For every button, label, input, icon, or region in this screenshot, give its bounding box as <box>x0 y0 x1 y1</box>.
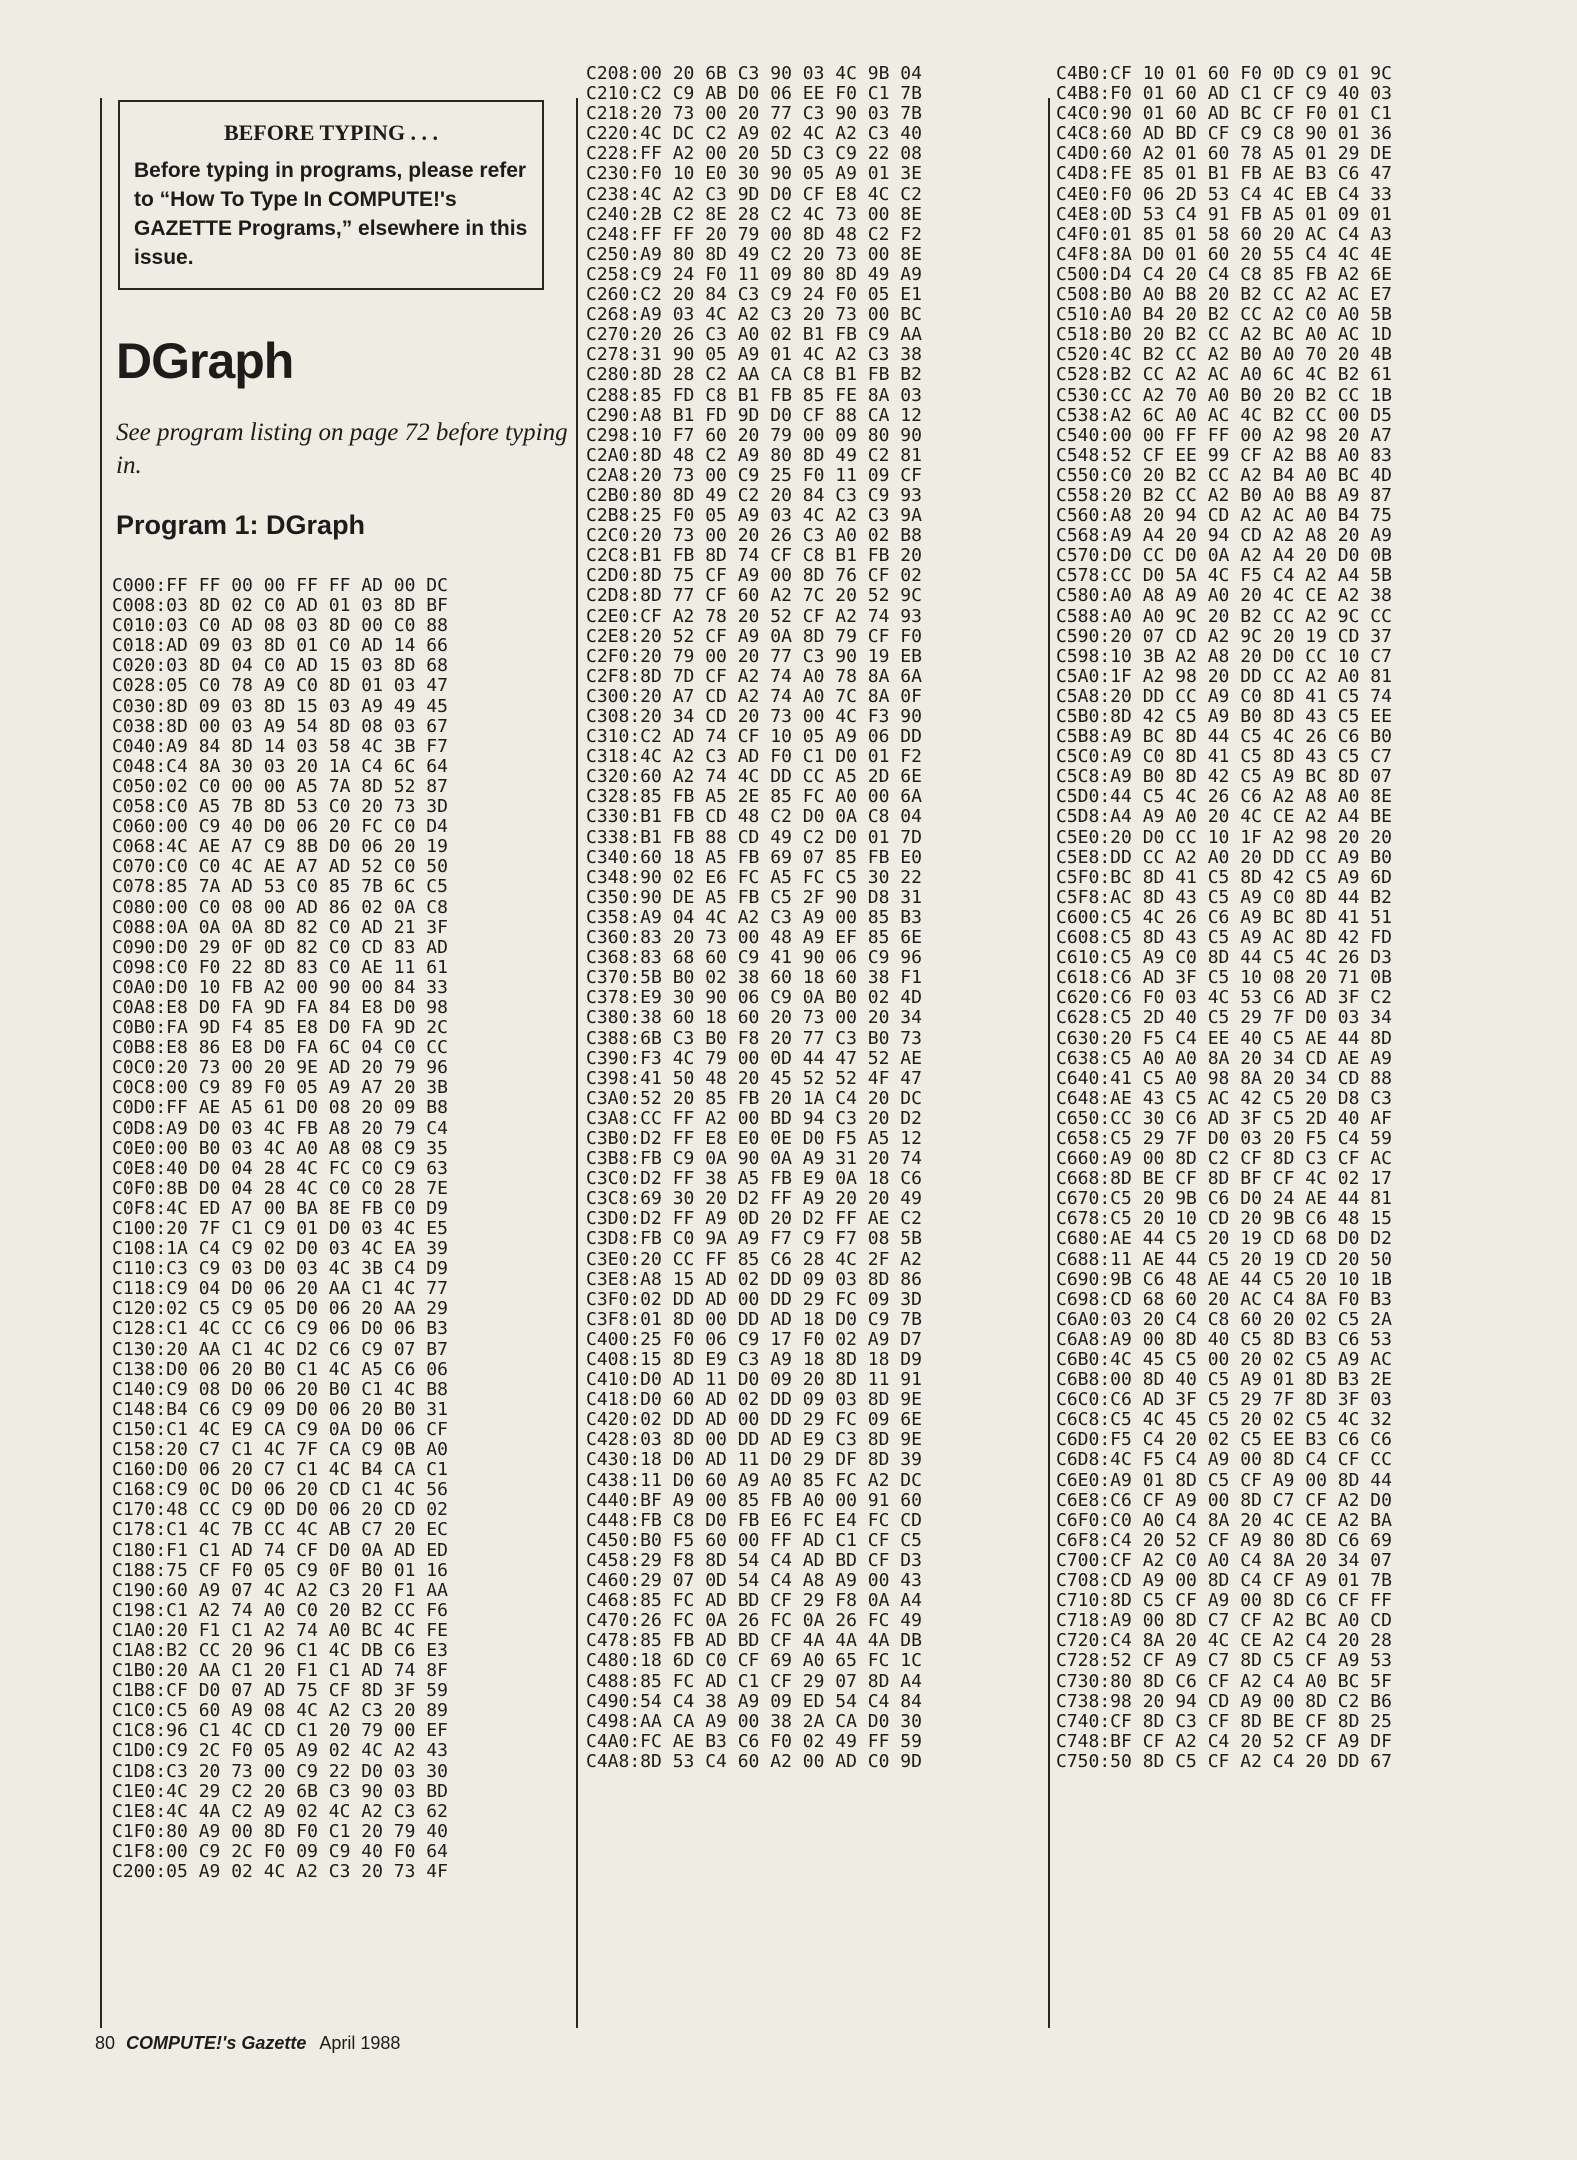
listing-line: C388:6B C3 B0 F8 20 77 C3 B0 73 <box>586 1027 922 1049</box>
listing-line: C180:F1 C1 AD 74 CF D0 0A AD ED <box>112 1539 448 1561</box>
page-number: 80 <box>95 2033 116 2053</box>
listing-line: C6C8:C5 4C 45 C5 20 02 C5 4C 32 <box>1056 1409 1392 1431</box>
listing-line: C318:4C A2 C3 AD F0 C1 D0 01 F2 <box>586 746 922 768</box>
listing-line: C2D8:8D 77 CF 60 A2 7C 20 52 9C <box>586 585 922 607</box>
listing-line: C750:50 8D C5 CF A2 C4 20 DD 67 <box>1056 1750 1392 1772</box>
listing-line: C490:54 C4 38 A9 09 ED 54 C4 84 <box>586 1690 922 1712</box>
column-rule-middle <box>576 98 578 2028</box>
listing-line: C018:AD 09 03 8D 01 C0 AD 14 66 <box>112 635 448 657</box>
listing-line: C508:B0 A0 B8 20 B2 CC A2 AC E7 <box>1056 284 1392 306</box>
listing-line: C2F0:20 79 00 20 77 C3 90 19 EB <box>586 645 922 667</box>
listing-line: C678:C5 20 10 CD 20 9B C6 48 15 <box>1056 1208 1392 1230</box>
program-title: Program 1: DGraph <box>116 510 366 540</box>
listing-line: C450:B0 F5 60 00 FF AD C1 CF C5 <box>586 1529 922 1551</box>
listing-line: C638:C5 A0 A0 8A 20 34 CD AE A9 <box>1056 1047 1392 1069</box>
listing-line: C428:03 8D 00 DD AD E9 C3 8D 9E <box>586 1429 922 1451</box>
listing-line: C028:05 C0 78 A9 C0 8D 01 03 47 <box>112 675 448 697</box>
listing-line: C308:20 34 CD 20 73 00 4C F3 90 <box>586 706 922 727</box>
listing-line: C460:29 07 0D 54 C4 A8 A9 00 43 <box>586 1570 922 1592</box>
listing-line: C4E8:0D 53 C4 91 FB A5 01 09 01 <box>1056 203 1392 225</box>
listing-line: C290:A8 B1 FD 9D D0 CF 88 CA 12 <box>586 404 922 426</box>
listing-line: C038:8D 00 03 A9 54 8D 08 03 67 <box>112 715 448 737</box>
listing-line: C600:C5 4C 26 C6 A9 BC 8D 41 51 <box>1056 906 1392 928</box>
article-subtitle: See program listing on page 72 before typing in. <box>116 419 568 479</box>
listing-line: C6E8:C6 CF A9 00 8D C7 CF A2 D0 <box>1056 1489 1392 1511</box>
listing-line: C408:15 8D E9 C3 A9 18 8D 18 D9 <box>586 1349 922 1370</box>
listing-line: C0D8:A9 D0 03 4C FB A8 20 79 C4 <box>112 1117 448 1139</box>
listing-line: C140:C9 08 D0 06 20 B0 C1 4C B8 <box>112 1378 448 1400</box>
listing-line: C0E0:00 B0 03 4C A0 A8 08 C9 35 <box>112 1137 448 1159</box>
listing-line: C4B8:F0 01 60 AD C1 CF C9 40 03 <box>1056 83 1392 105</box>
listing-line: C468:85 FC AD BD CF 29 F8 0A A4 <box>586 1590 922 1612</box>
listing-line: C418:D0 60 AD 02 DD 09 03 8D 9E <box>586 1389 922 1411</box>
listing-line: C580:A0 A8 A9 A0 20 4C CE A2 38 <box>1056 585 1392 607</box>
listing-line: C048:C4 8A 30 03 20 1A C4 6C 64 <box>112 755 448 777</box>
listing-line: C2E8:20 52 CF A9 0A 8D 79 CF F0 <box>586 625 922 647</box>
listing-line: C518:B0 20 B2 CC A2 BC A0 AC 1D <box>1056 324 1392 346</box>
listing-line: C538:A2 6C A0 AC 4C B2 CC 00 D5 <box>1056 404 1392 426</box>
listing-line: C660:A9 00 8D C2 CF 8D C3 CF AC <box>1056 1148 1392 1170</box>
magazine-name: COMPUTE!'s Gazette <box>126 2033 307 2053</box>
listing-line: C3E0:20 CC FF 85 C6 28 4C 2F A2 <box>586 1248 922 1270</box>
listing-line: C4F0:01 85 01 58 60 20 AC C4 A3 <box>1056 223 1392 245</box>
listing-line: C548:52 CF EE 99 CF A2 B8 A0 83 <box>1056 444 1392 466</box>
listing-line: C200:05 A9 02 4C A2 C3 20 73 4F <box>112 1861 448 1882</box>
listing-line: C4F8:8A D0 01 60 20 55 C4 4C 4E <box>1056 243 1392 265</box>
listing-line: C558:20 B2 CC A2 B0 A0 B8 A9 87 <box>1056 484 1392 506</box>
listing-line: C220:4C DC C2 A9 02 4C A2 C3 40 <box>586 123 922 145</box>
listing-line: C510:A0 B4 20 B2 CC A2 C0 A0 5B <box>1056 304 1392 326</box>
listing-line: C3C0:D2 FF 38 A5 FB E9 0A 18 C6 <box>586 1168 922 1190</box>
listing-line: C0E8:40 D0 04 28 4C FC C0 C9 63 <box>112 1157 448 1179</box>
listing-line: C1B0:20 AA C1 20 F1 C1 AD 74 8F <box>112 1660 448 1682</box>
listing-line: C368:83 68 60 C9 41 90 06 C9 96 <box>586 947 922 969</box>
listing-line: C680:AE 44 C5 20 19 CD 68 D0 D2 <box>1056 1228 1392 1250</box>
listing-column-left <box>112 576 448 1882</box>
listing-line: C2C0:20 73 00 20 26 C3 A0 02 B8 <box>586 525 922 547</box>
listing-line: C570:D0 CC D0 0A A2 A4 20 D0 0B <box>1056 545 1392 567</box>
listing-line: C138:D0 06 20 B0 C1 4C A5 C6 06 <box>112 1358 448 1380</box>
listing-line: C410:D0 AD 11 D0 09 20 8D 11 91 <box>586 1369 922 1391</box>
listing-line: C360:83 20 73 00 48 A9 EF 85 6E <box>586 927 922 949</box>
listing-line: C148:B4 C6 C9 09 D0 06 20 B0 31 <box>112 1398 448 1420</box>
listing-line: C4C0:90 01 60 AD BC CF F0 01 C1 <box>1056 103 1392 125</box>
listing-line: C340:60 18 A5 FB 69 07 85 FB E0 <box>586 846 922 868</box>
listing-line: C128:C1 4C CC C6 C9 06 D0 06 B3 <box>112 1318 448 1340</box>
listing-line: C358:A9 04 4C A2 C3 A9 00 85 B3 <box>586 906 922 928</box>
listing-line: C708:CD A9 00 8D C4 CF A9 01 7B <box>1056 1570 1392 1592</box>
listing-line: C6E0:A9 01 8D C5 CF A9 00 8D 44 <box>1056 1469 1392 1491</box>
listing-line: C3D0:D2 FF A9 0D 20 D2 FF AE C2 <box>586 1208 922 1230</box>
listing-line: C598:10 3B A2 A8 20 D0 CC 10 C7 <box>1056 645 1392 667</box>
listing-line: C338:B1 FB 88 CD 49 C2 D0 01 7D <box>586 826 922 848</box>
listing-line: C008:03 8D 02 C0 AD 01 03 8D BF <box>112 595 448 617</box>
listing-line: C578:CC D0 5A 4C F5 C4 A2 A4 5B <box>1056 565 1392 587</box>
listing-line: C1D8:C3 20 73 00 C9 22 D0 03 30 <box>112 1760 448 1782</box>
listing-line: C268:A9 03 4C A2 C3 20 73 00 BC <box>586 304 922 326</box>
listing-line: C4C8:60 AD BD CF C9 C8 90 01 36 <box>1056 123 1392 145</box>
listing-line: C448:FB C8 D0 FB E6 FC E4 FC CD <box>586 1509 922 1531</box>
listing-line: C630:20 F5 C4 EE 40 C5 AE 44 8D <box>1056 1027 1392 1049</box>
page-footer <box>95 2033 400 2054</box>
listing-line: C1A8:B2 CC 20 96 C1 4C DB C6 E3 <box>112 1639 448 1661</box>
listing-line: C5A0:1F A2 98 20 DD CC A2 A0 81 <box>1056 665 1392 687</box>
listing-line: C3E8:A8 15 AD 02 DD 09 03 8D 86 <box>586 1268 922 1290</box>
listing-line: C5A8:20 DD CC A9 C0 8D 41 C5 74 <box>1056 685 1392 707</box>
listing-line: C478:85 FB AD BD CF 4A 4A 4A DB <box>586 1630 922 1652</box>
listing-line: C608:C5 8D 43 C5 A9 AC 8D 42 FD <box>1056 927 1392 949</box>
listing-line: C398:41 50 48 20 45 52 52 4F 47 <box>586 1067 922 1089</box>
listing-line: C280:8D 28 C2 AA CA C8 B1 FB B2 <box>586 364 922 386</box>
listing-line: C438:11 D0 60 A9 A0 85 FC A2 DC <box>586 1469 922 1491</box>
listing-line: C620:C6 F0 03 4C 53 C6 AD 3F C2 <box>1056 987 1392 1009</box>
listing-line: C270:20 26 C3 A0 02 B1 FB C9 AA <box>586 324 922 346</box>
listing-line: C668:8D BE CF 8D BF CF 4C 02 17 <box>1056 1168 1392 1190</box>
listing-line: C108:1A C4 C9 02 D0 03 4C EA 39 <box>112 1238 448 1260</box>
issue-date: April 1988 <box>319 2033 401 2053</box>
listing-line: C3B8:FB C9 0A 90 0A A9 31 20 74 <box>586 1148 922 1170</box>
listing-line: C4A0:FC AE B3 C6 F0 02 49 FF 59 <box>586 1730 922 1752</box>
listing-line: C6D0:F5 C4 20 02 C5 EE B3 C6 C6 <box>1056 1429 1392 1451</box>
listing-line: C5B8:A9 BC 8D 44 C5 4C 26 C6 B0 <box>1056 726 1392 748</box>
listing-column-right <box>1056 64 1392 1772</box>
listing-line: C260:C2 20 84 C3 C9 24 F0 05 E1 <box>586 284 922 306</box>
listing-line: C728:52 CF A9 C7 8D C5 CF A9 53 <box>1056 1650 1392 1672</box>
listing-line: C5E8:DD CC A2 A0 20 DD CC A9 B0 <box>1056 846 1392 868</box>
listing-line: C218:20 73 00 20 77 C3 90 03 7B <box>586 103 922 125</box>
listing-line: C550:C0 20 B2 CC A2 B4 A0 BC 4D <box>1056 464 1392 486</box>
listing-line: C1C0:C5 60 A9 08 4C A2 C3 20 89 <box>112 1700 448 1722</box>
listing-line: C1A0:20 F1 C1 A2 74 A0 BC 4C FE <box>112 1619 448 1641</box>
listing-line: C050:02 C0 00 00 A5 7A 8D 52 87 <box>112 775 448 797</box>
listing-line: C400:25 F0 06 C9 17 F0 02 A9 D7 <box>586 1328 922 1350</box>
listing-line: C738:98 20 94 CD A9 00 8D C2 B6 <box>1056 1690 1392 1712</box>
listing-line: C258:C9 24 F0 11 09 80 8D 49 A9 <box>586 263 922 285</box>
listing-line: C688:11 AE 44 C5 20 19 CD 20 50 <box>1056 1248 1392 1270</box>
listing-line: C1F0:80 A9 00 8D F0 C1 20 79 40 <box>112 1820 448 1842</box>
listing-line: C3A8:CC FF A2 00 BD 94 C3 20 D2 <box>586 1107 922 1129</box>
listing-line: C500:D4 C4 20 C4 C8 85 FB A2 6E <box>1056 263 1392 285</box>
listing-line: C4D0:60 A2 01 60 78 A5 01 29 DE <box>1056 143 1392 165</box>
listing-line: C1C8:96 C1 4C CD C1 20 79 00 EF <box>112 1720 448 1742</box>
listing-line: C080:00 C0 08 00 AD 86 02 0A C8 <box>112 896 448 918</box>
listing-line: C610:C5 A9 C0 8D 44 C5 4C 26 D3 <box>1056 947 1392 969</box>
listing-line: C380:38 60 18 60 20 73 00 20 34 <box>586 1007 922 1029</box>
listing-line: C458:29 F8 8D 54 C4 AD BD CF D3 <box>586 1549 922 1571</box>
before-typing-box <box>118 100 544 290</box>
listing-line: C378:E9 30 90 06 C9 0A B0 02 4D <box>586 987 922 1009</box>
listing-line: C5C0:A9 C0 8D 41 C5 8D 43 C5 C7 <box>1056 746 1392 768</box>
listing-line: C4D8:FE 85 01 B1 FB AE B3 C6 47 <box>1056 163 1392 185</box>
listing-line: C088:0A 0A 0A 8D 82 C0 AD 21 3F <box>112 916 448 938</box>
listing-line: C208:00 20 6B C3 90 03 4C 9B 04 <box>586 63 922 84</box>
listing-line: C5F0:BC 8D 41 C5 8D 42 C5 A9 6D <box>1056 866 1392 888</box>
article-title: DGraph <box>116 333 294 389</box>
listing-line: C098:C0 F0 22 8D 83 C0 AE 11 61 <box>112 956 448 978</box>
listing-line: C498:AA CA A9 00 38 2A CA D0 30 <box>586 1710 922 1732</box>
listing-line: C488:85 FC AD C1 CF 29 07 8D A4 <box>586 1670 922 1692</box>
left-column <box>112 100 574 541</box>
listing-line: C040:A9 84 8D 14 03 58 4C 3B F7 <box>112 735 448 757</box>
listing-line: C3F0:02 DD AD 00 DD 29 FC 09 3D <box>586 1288 922 1310</box>
listing-line: C168:C9 0C D0 06 20 CD C1 4C 56 <box>112 1479 448 1501</box>
listing-line: C238:4C A2 C3 9D D0 CF E8 4C C2 <box>586 183 922 205</box>
before-typing-heading: BEFORE TYPING . . . <box>223 120 439 145</box>
listing-line: C3B0:D2 FF E8 E0 0E D0 F5 A5 12 <box>586 1127 922 1149</box>
listing-line: C2C8:B1 FB 8D 74 CF C8 B1 FB 20 <box>586 545 922 567</box>
listing-line: C6A0:03 20 C4 C8 60 20 02 C5 2A <box>1056 1308 1392 1330</box>
listing-line: C540:00 00 FF FF 00 A2 98 20 A7 <box>1056 424 1392 446</box>
listing-line: C020:03 8D 04 C0 AD 15 03 8D 68 <box>112 655 448 677</box>
listing-line: C058:C0 A5 7B 8D 53 C0 20 73 3D <box>112 796 448 818</box>
listing-line: C658:C5 29 7F D0 03 20 F5 C4 59 <box>1056 1127 1392 1149</box>
listing-line: C4B0:CF 10 01 60 F0 0D C9 01 9C <box>1056 63 1392 84</box>
listing-line: C0C0:20 73 00 20 9E AD 20 79 96 <box>112 1057 448 1079</box>
listing-line: C100:20 7F C1 C9 01 D0 03 4C E5 <box>112 1218 448 1239</box>
listing-line: C590:20 07 CD A2 9C 20 19 CD 37 <box>1056 625 1392 647</box>
listing-line: C730:80 8D C6 CF A2 C4 A0 BC 5F <box>1056 1670 1392 1692</box>
listing-line: C2B0:80 8D 49 C2 20 84 C3 C9 93 <box>586 484 922 506</box>
listing-line: C320:60 A2 74 4C DD CC A5 2D 6E <box>586 766 922 788</box>
listing-line: C328:85 FB A5 2E 85 FC A0 00 6A <box>586 786 922 808</box>
listing-line: C110:C3 C9 03 D0 03 4C 3B C4 D9 <box>112 1258 448 1280</box>
column-rule-right <box>1048 98 1050 2028</box>
listing-line: C6F8:C4 20 52 CF A9 80 8D C6 69 <box>1056 1529 1392 1551</box>
listing-line: C0D0:FF AE A5 61 D0 08 20 09 B8 <box>112 1097 448 1119</box>
listing-line: C310:C2 AD 74 CF 10 05 A9 06 DD <box>586 726 922 748</box>
listing-line: C300:20 A7 CD A2 74 A0 7C 8A 0F <box>586 685 922 707</box>
listing-line: C720:C4 8A 20 4C CE A2 C4 20 28 <box>1056 1630 1392 1652</box>
before-typing-body: Before typing in programs, please refer to “How To Type In COMPUTE!'s GAZETTE Programs,” elsewhere in this issue. <box>134 159 528 269</box>
listing-line: C240:2B C2 8E 28 C2 4C 73 00 8E <box>586 203 922 225</box>
listing-line: C0A0:D0 10 FB A2 00 90 00 84 33 <box>112 976 448 998</box>
listing-line: C330:B1 FB CD 48 C2 D0 0A C8 04 <box>586 806 922 828</box>
listing-line: C150:C1 4C E9 CA C9 0A D0 06 CF <box>112 1418 448 1440</box>
listing-line: C298:10 F7 60 20 79 00 09 80 90 <box>586 424 922 446</box>
listing-line: C178:C1 4C 7B CC 4C AB C7 20 EC <box>112 1519 448 1541</box>
listing-line: C710:8D C5 CF A9 00 8D C6 CF FF <box>1056 1590 1392 1612</box>
listing-line: C430:18 D0 AD 11 D0 29 DF 8D 39 <box>586 1449 922 1471</box>
listing-line: C690:9B C6 48 AE 44 C5 20 10 1B <box>1056 1268 1392 1290</box>
listing-line: C288:85 FD C8 B1 FB 85 FE 8A 03 <box>586 384 922 406</box>
listing-line: C650:CC 30 C6 AD 3F C5 2D 40 AF <box>1056 1107 1392 1129</box>
listing-line: C0C8:00 C9 89 F0 05 A9 A7 20 3B <box>112 1077 448 1099</box>
listing-line: C5F8:AC 8D 43 C5 A9 C0 8D 44 B2 <box>1056 886 1392 908</box>
listing-line: C068:4C AE A7 C9 8B D0 06 20 19 <box>112 836 448 858</box>
listing-line: C4A8:8D 53 C4 60 A2 00 AD C0 9D <box>586 1750 922 1772</box>
listing-line: C5B0:8D 42 C5 A9 B0 8D 43 C5 EE <box>1056 706 1392 727</box>
listing-line: C0F0:8B D0 04 28 4C C0 C0 28 7E <box>112 1177 448 1199</box>
listing-line: C190:60 A9 07 4C A2 C3 20 F1 AA <box>112 1579 448 1601</box>
listing-line: C370:5B B0 02 38 60 18 60 38 F1 <box>586 967 922 989</box>
listing-line: C2A0:8D 48 C2 A9 80 8D 49 C2 81 <box>586 444 922 466</box>
listing-line: C160:D0 06 20 C7 C1 4C B4 CA C1 <box>112 1459 448 1481</box>
listing-line: C3F8:01 8D 00 DD AD 18 D0 C9 7B <box>586 1308 922 1330</box>
listing-line: C228:FF A2 00 20 5D C3 C9 22 08 <box>586 143 922 165</box>
listing-line: C6F0:C0 A0 C4 8A 20 4C CE A2 BA <box>1056 1509 1392 1531</box>
listing-line: C2D0:8D 75 CF A9 00 8D 76 CF 02 <box>586 565 922 587</box>
listing-line: C698:CD 68 60 20 AC C4 8A F0 B3 <box>1056 1288 1392 1310</box>
listing-line: C3C8:69 30 20 D2 FF A9 20 20 49 <box>586 1188 922 1210</box>
listing-line: C6B0:4C 45 C5 00 20 02 C5 A9 AC <box>1056 1349 1392 1370</box>
listing-line: C588:A0 A0 9C 20 B2 CC A2 9C CC <box>1056 605 1392 627</box>
listing-line: C090:D0 29 0F 0D 82 C0 CD 83 AD <box>112 936 448 958</box>
listing-line: C520:4C B2 CC A2 B0 A0 70 20 4B <box>1056 344 1392 366</box>
listing-line: C420:02 DD AD 00 DD 29 FC 09 6E <box>586 1409 922 1431</box>
listing-line: C210:C2 C9 AB D0 06 EE F0 C1 7B <box>586 83 922 105</box>
listing-line: C250:A9 80 8D 49 C2 20 73 00 8E <box>586 243 922 265</box>
column-rule-left <box>100 98 102 2028</box>
listing-line: C1F8:00 C9 2C F0 09 C9 40 F0 64 <box>112 1840 448 1862</box>
listing-line: C350:90 DE A5 FB C5 2F 90 D8 31 <box>586 886 922 908</box>
listing-line: C2F8:8D 7D CF A2 74 A0 78 8A 6A <box>586 665 922 687</box>
listing-line: C120:02 C5 C9 05 D0 06 20 AA 29 <box>112 1298 448 1320</box>
listing-line: C130:20 AA C1 4C D2 C6 C9 07 B7 <box>112 1338 448 1360</box>
listing-line: C640:41 C5 A0 98 8A 20 34 CD 88 <box>1056 1067 1392 1089</box>
listing-line: C070:C0 C0 4C AE A7 AD 52 C0 50 <box>112 856 448 878</box>
listing-line: C648:AE 43 C5 AC 42 C5 20 D8 C3 <box>1056 1087 1392 1109</box>
listing-line: C6B8:00 8D 40 C5 A9 01 8D B3 2E <box>1056 1369 1392 1391</box>
listing-line: C2B8:25 F0 05 A9 03 4C A2 C3 9A <box>586 505 922 527</box>
listing-line: C568:A9 A4 20 94 CD A2 A8 20 A9 <box>1056 525 1392 547</box>
listing-line: C470:26 FC 0A 26 FC 0A 26 FC 49 <box>586 1610 922 1632</box>
listing-line: C528:B2 CC A2 AC A0 6C 4C B2 61 <box>1056 364 1392 386</box>
listing-line: C010:03 C0 AD 08 03 8D 00 C0 88 <box>112 615 448 637</box>
listing-line: C390:F3 4C 79 00 0D 44 47 52 AE <box>586 1047 922 1069</box>
listing-line: C2E0:CF A2 78 20 52 CF A2 74 93 <box>586 605 922 627</box>
listing-line: C6C0:C6 AD 3F C5 29 7F 8D 3F 03 <box>1056 1389 1392 1411</box>
listing-line: C530:CC A2 70 A0 B0 20 B2 CC 1B <box>1056 384 1392 406</box>
listing-line: C718:A9 00 8D C7 CF A2 BC A0 CD <box>1056 1610 1392 1632</box>
listing-line: C278:31 90 05 A9 01 4C A2 C3 38 <box>586 344 922 366</box>
listing-line: C6D8:4C F5 C4 A9 00 8D C4 CF CC <box>1056 1449 1392 1471</box>
listing-line: C0F8:4C ED A7 00 BA 8E FB C0 D9 <box>112 1197 448 1219</box>
listing-line: C5D8:A4 A9 A0 20 4C CE A2 A4 BE <box>1056 806 1392 828</box>
listing-line: C198:C1 A2 74 A0 C0 20 B2 CC F6 <box>112 1599 448 1621</box>
listing-line: C188:75 CF F0 05 C9 0F B0 01 16 <box>112 1559 448 1581</box>
listing-line: C060:00 C9 40 D0 06 20 FC C0 D4 <box>112 816 448 838</box>
listing-line: C560:A8 20 94 CD A2 AC A0 B4 75 <box>1056 505 1392 527</box>
listing-column-middle <box>586 64 922 1772</box>
listing-line: C3A0:52 20 85 FB 20 1A C4 20 DC <box>586 1087 922 1109</box>
listing-line: C230:F0 10 E0 30 90 05 A9 01 3E <box>586 163 922 185</box>
listing-line: C000:FF FF 00 00 FF FF AD 00 DC <box>112 575 448 596</box>
listing-line: C170:48 CC C9 0D D0 06 20 CD 02 <box>112 1499 448 1521</box>
listing-line: C4E0:F0 06 2D 53 C4 4C EB C4 33 <box>1056 183 1392 205</box>
listing-line: C618:C6 AD 3F C5 10 08 20 71 0B <box>1056 967 1392 989</box>
listing-line: C1E0:4C 29 C2 20 6B C3 90 03 BD <box>112 1780 448 1802</box>
listing-line: C118:C9 04 D0 06 20 AA C1 4C 77 <box>112 1278 448 1300</box>
listing-line: C248:FF FF 20 79 00 8D 48 C2 F2 <box>586 223 922 245</box>
listing-line: C158:20 C7 C1 4C 7F CA C9 0B A0 <box>112 1439 448 1461</box>
listing-line: C440:BF A9 00 85 FB A0 00 91 60 <box>586 1489 922 1511</box>
listing-line: C5E0:20 D0 CC 10 1F A2 98 20 20 <box>1056 826 1392 848</box>
listing-line: C628:C5 2D 40 C5 29 7F D0 03 34 <box>1056 1007 1392 1029</box>
listing-line: C5C8:A9 B0 8D 42 C5 A9 BC 8D 07 <box>1056 766 1392 788</box>
listing-line: C0A8:E8 D0 FA 9D FA 84 E8 D0 98 <box>112 996 448 1018</box>
listing-line: C2A8:20 73 00 C9 25 F0 11 09 CF <box>586 464 922 486</box>
listing-line: C6A8:A9 00 8D 40 C5 8D B3 C6 53 <box>1056 1328 1392 1350</box>
listing-line: C1E8:4C 4A C2 A9 02 4C A2 C3 62 <box>112 1800 448 1822</box>
listing-line: C670:C5 20 9B C6 D0 24 AE 44 81 <box>1056 1188 1392 1210</box>
listing-line: C348:90 02 E6 FC A5 FC C5 30 22 <box>586 866 922 888</box>
listing-line: C5D0:44 C5 4C 26 C6 A2 A8 A0 8E <box>1056 786 1392 808</box>
listing-line: C3D8:FB C0 9A A9 F7 C9 F7 08 5B <box>586 1228 922 1250</box>
listing-line: C078:85 7A AD 53 C0 85 7B 6C C5 <box>112 876 448 898</box>
listing-line: C0B8:E8 86 E8 D0 FA 6C 04 C0 CC <box>112 1037 448 1059</box>
listing-line: C740:CF 8D C3 CF 8D BE CF 8D 25 <box>1056 1710 1392 1732</box>
listing-line: C1B8:CF D0 07 AD 75 CF 8D 3F 59 <box>112 1680 448 1702</box>
listing-line: C700:CF A2 C0 A0 C4 8A 20 34 07 <box>1056 1549 1392 1571</box>
listing-line: C0B0:FA 9D F4 85 E8 D0 FA 9D 2C <box>112 1017 448 1039</box>
listing-line: C480:18 6D C0 CF 69 A0 65 FC 1C <box>586 1650 922 1672</box>
listing-line: C1D0:C9 2C F0 05 A9 02 4C A2 43 <box>112 1740 448 1762</box>
listing-line: C748:BF CF A2 C4 20 52 CF A9 DF <box>1056 1730 1392 1752</box>
listing-line: C030:8D 09 03 8D 15 03 A9 49 45 <box>112 695 448 717</box>
